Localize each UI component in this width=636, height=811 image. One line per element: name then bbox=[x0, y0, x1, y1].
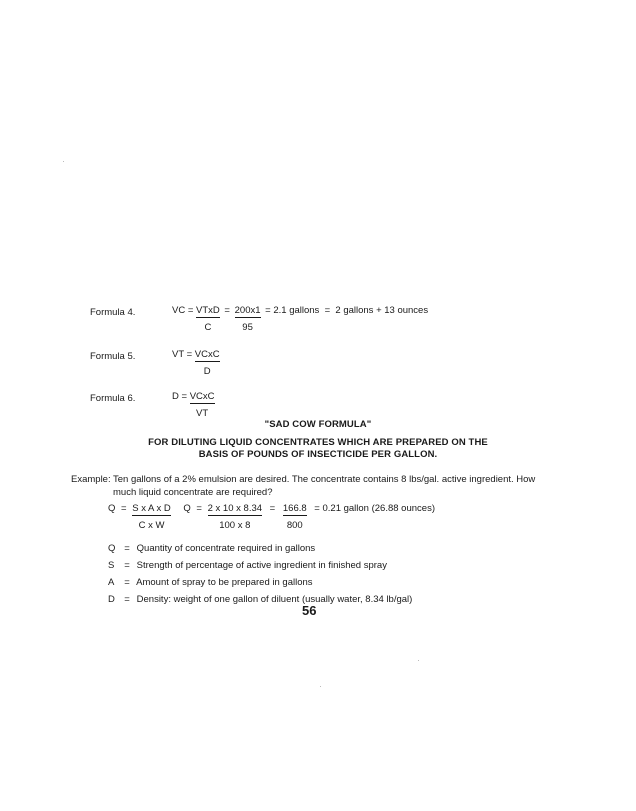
q-lhs-substituted: Q = bbox=[183, 503, 202, 514]
formula-4-result: = 2.1 gallons = 2 gallons + 13 ounces bbox=[265, 305, 429, 316]
formula-4-label: Formula 4. bbox=[90, 307, 136, 318]
definition-q bbox=[108, 543, 412, 555]
equals-sign: = bbox=[124, 543, 130, 554]
scan-speck bbox=[63, 161, 64, 162]
formula-6-expression bbox=[172, 391, 215, 419]
formula-4-expression bbox=[172, 305, 428, 333]
definition-text: Strength of percentage of active ingredient in finished spray bbox=[136, 560, 387, 571]
formula-4-lhs: VC = bbox=[172, 305, 194, 316]
example-line-2: much liquid concentrate are required? bbox=[113, 487, 273, 498]
fraction-numerator: S x A x D bbox=[132, 503, 171, 514]
page-number: 56 bbox=[302, 603, 317, 618]
formula-5-expression bbox=[172, 349, 220, 377]
example-label: Example: bbox=[71, 474, 111, 485]
formula-5-fraction bbox=[195, 349, 220, 377]
example-line-1: Ten gallons of a 2% emulsion are desired. The concentrate contains 8 lbs/gal. active ingredient. How bbox=[113, 474, 536, 485]
scan-speck bbox=[320, 686, 321, 687]
definition-symbol: D bbox=[108, 594, 115, 605]
q-simplified-fraction bbox=[283, 503, 307, 531]
definition-symbol: S bbox=[108, 560, 115, 571]
fraction-denominator: 100 x 8 bbox=[219, 520, 251, 531]
fraction-numerator: VCxC bbox=[194, 349, 220, 360]
q-substituted-fraction bbox=[208, 503, 262, 531]
formula-6-fraction bbox=[190, 391, 215, 419]
definition-symbol: A bbox=[108, 577, 115, 588]
section-subtitle-line-1: FOR DILUTING LIQUID CONCENTRATES WHICH ARE PREPARED ON THE bbox=[148, 437, 488, 448]
definition-a bbox=[108, 577, 412, 589]
fraction-denominator: C x W bbox=[138, 520, 165, 531]
equals-sign: = bbox=[124, 594, 130, 605]
equals-sign: = bbox=[124, 577, 130, 588]
fraction-denominator: D bbox=[203, 366, 211, 377]
q-general-fraction bbox=[132, 503, 171, 531]
q-lhs: Q = bbox=[108, 503, 127, 514]
formula-6-lhs: D = bbox=[172, 391, 188, 402]
fraction-denominator: C bbox=[204, 322, 212, 333]
definitions-list bbox=[108, 543, 412, 606]
equals-sign: = bbox=[224, 305, 230, 316]
section-subtitle-line-2: BASIS OF POUNDS OF INSECTICIDE PER GALLON. bbox=[198, 449, 438, 460]
equals-sign: = bbox=[269, 503, 276, 514]
equals-sign: = bbox=[124, 560, 130, 571]
fraction-numerator: 166.8 bbox=[282, 503, 307, 514]
fraction-denominator: 800 bbox=[286, 520, 303, 531]
definition-symbol: Q bbox=[108, 543, 116, 554]
fraction-numerator: 200x1 bbox=[234, 305, 261, 316]
fraction-numerator: VTxD bbox=[196, 305, 220, 316]
formula-5-lhs: VT = bbox=[172, 349, 193, 360]
formula-5-label: Formula 5. bbox=[90, 351, 136, 362]
definition-text: Density: weight of one gallon of diluent (usually water, 8.34 lb/gal) bbox=[136, 594, 413, 605]
scan-speck bbox=[418, 660, 419, 661]
fraction-denominator: VT bbox=[196, 408, 209, 419]
definition-s bbox=[108, 560, 412, 572]
fraction-numerator: VCxC bbox=[189, 391, 215, 402]
definition-text: Quantity of concentrate required in gallons bbox=[136, 543, 316, 554]
definition-d bbox=[108, 594, 412, 606]
formula-4-fraction-1 bbox=[196, 305, 220, 333]
calculation-expression bbox=[108, 503, 435, 531]
fraction-denominator: 95 bbox=[242, 322, 253, 333]
calculation-result: = 0.21 gallon (26.88 ounces) bbox=[314, 503, 435, 514]
formula-6-label: Formula 6. bbox=[90, 393, 136, 404]
section-title: "SAD COW FORMULA" bbox=[264, 419, 372, 430]
fraction-numerator: 2 x 10 x 8.34 bbox=[207, 503, 263, 514]
formula-4-fraction-2 bbox=[235, 305, 261, 333]
definition-text: Amount of spray to be prepared in gallons bbox=[136, 577, 313, 588]
